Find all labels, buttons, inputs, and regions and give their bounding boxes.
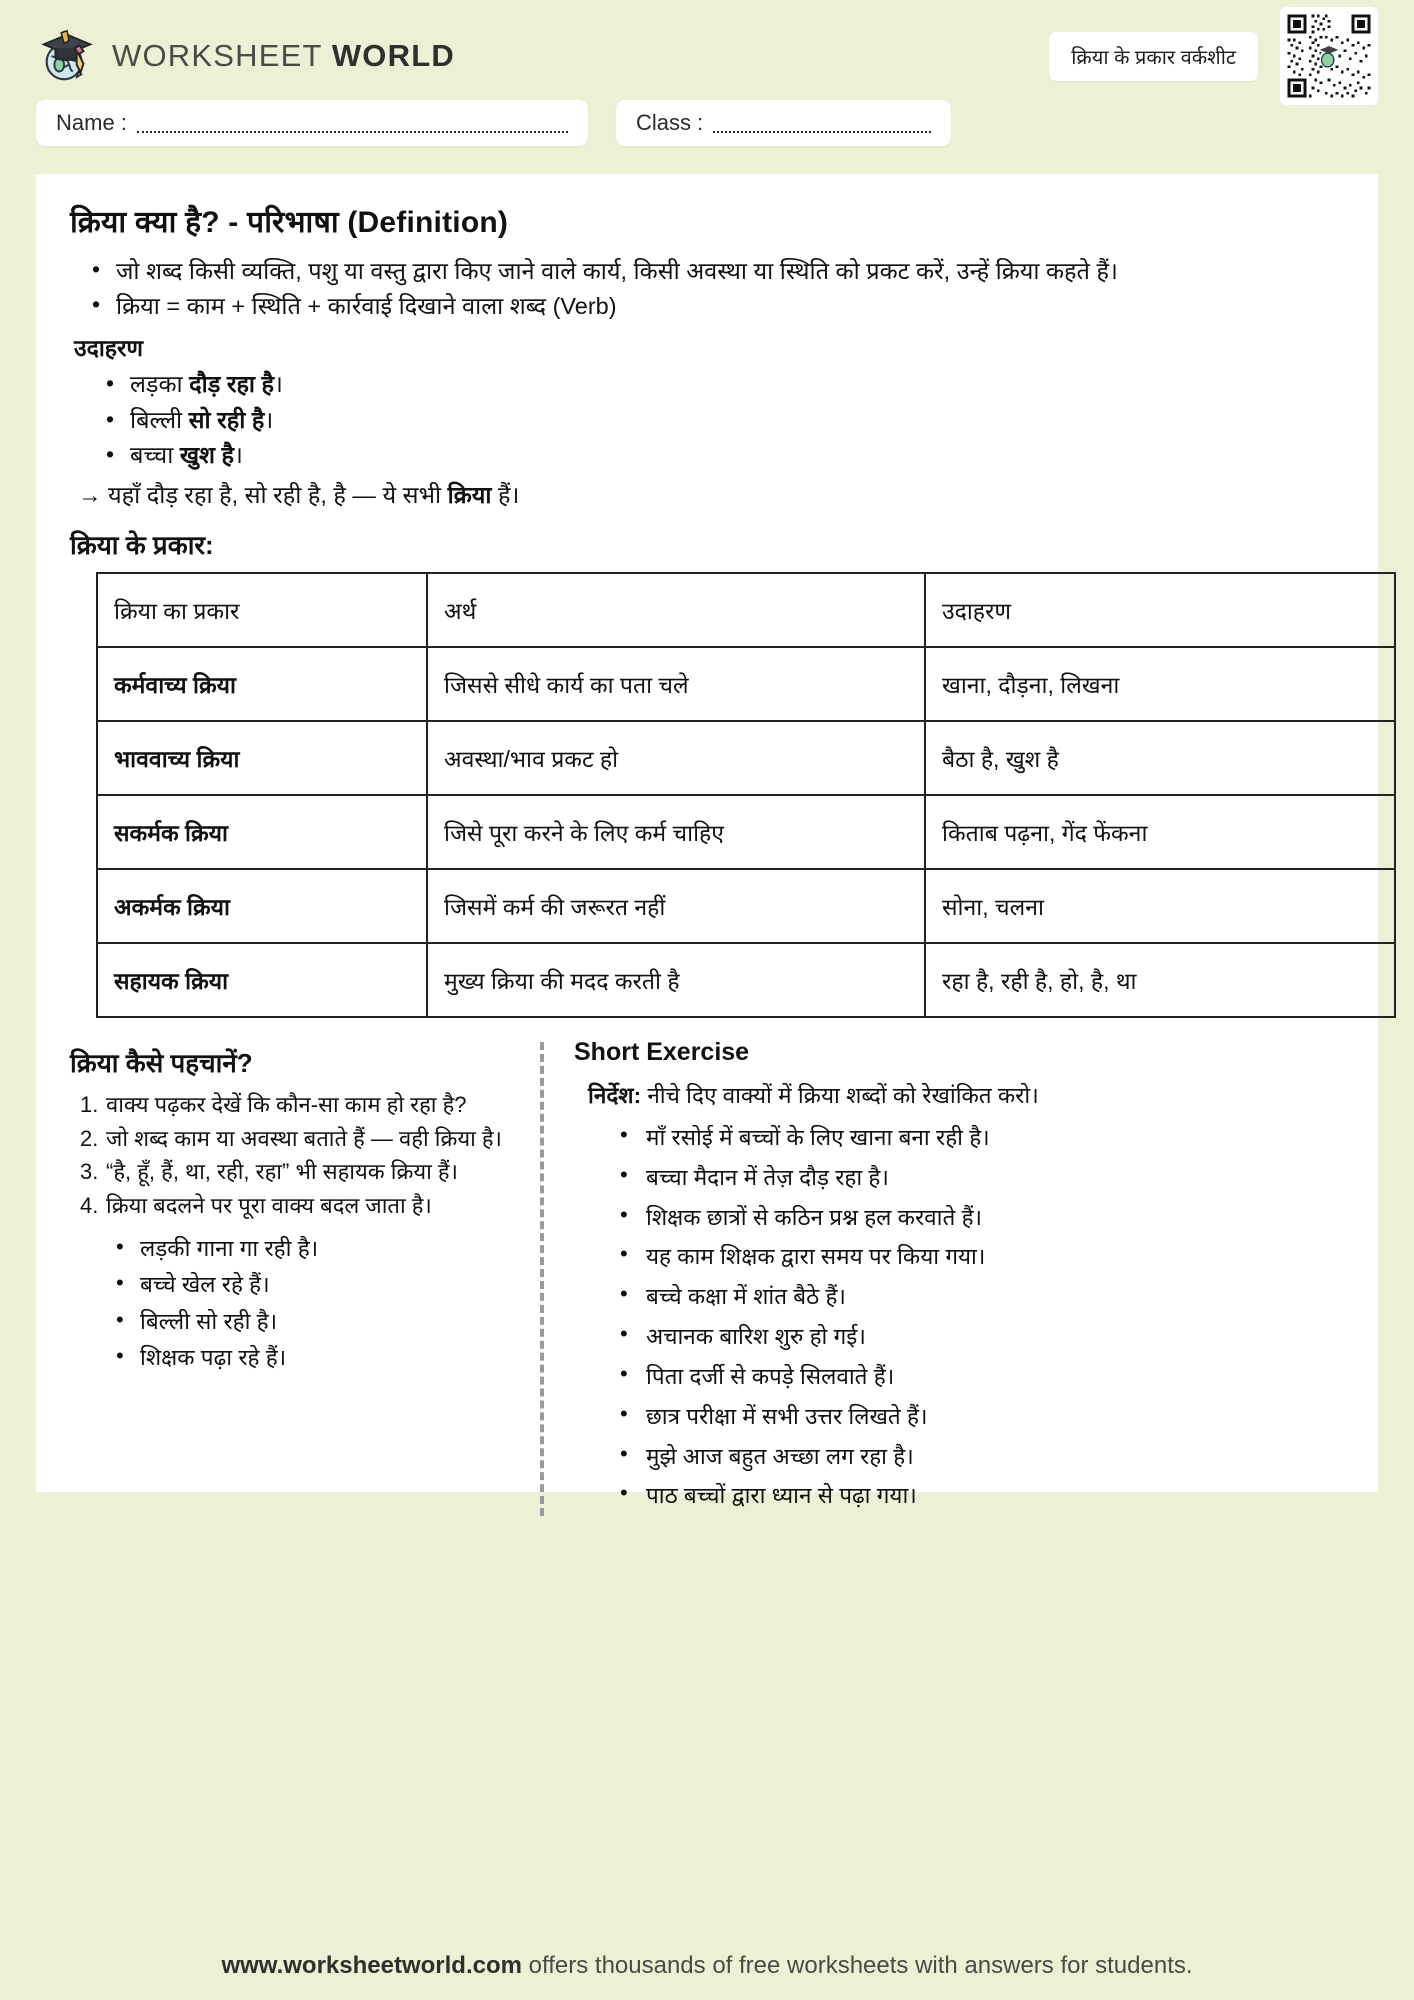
note-keyword: क्रिया <box>447 482 492 508</box>
example-verb: सो रही है <box>188 406 265 433</box>
table-row <box>97 721 1395 795</box>
cell-example: खाना, दौड़ना, लिखना <box>925 647 1395 721</box>
table-row <box>97 943 1395 1017</box>
example-suffix: । <box>264 406 274 433</box>
exercise-item[interactable]: • पाठ बच्चों द्वारा ध्यान से पढ़ा गया। <box>646 1476 1344 1516</box>
brand-name <box>112 38 455 74</box>
column-header-type: क्रिया का प्रकार <box>97 573 427 647</box>
footer-text <box>221 1952 1192 1980</box>
cell-example: किताब पढ़ना, गेंद फेंकना <box>925 795 1395 869</box>
verb-types-table <box>96 572 1396 1018</box>
footer-tagline: offers thousands of free worksheets with answers for students. <box>521 1952 1193 1979</box>
example-item <box>130 403 1344 439</box>
brand-name-first: WORKSHEET <box>112 38 332 73</box>
definition-point: • जो शब्द किसी व्यक्ति, पशु या वस्तु द्वारा किए जाने वाले कार्य, किसी अवस्था या स्थिति को प्रकट करें, उन्हें क्रिया कहते हैं। <box>116 255 1344 287</box>
exercise-items <box>574 1118 1344 1516</box>
definition-note <box>78 478 1344 510</box>
table-row <box>97 869 1395 943</box>
table-row <box>97 647 1395 721</box>
example-suffix: । <box>234 442 243 469</box>
identify-examples <box>70 1231 516 1377</box>
cell-meaning: जिससे सीधे कार्य का पता चले <box>427 647 925 721</box>
identify-step: जो शब्द काम या अवस्था बताते हैं — वही क्रिया है। <box>106 1125 502 1151</box>
identify-step: “है, हूँ, हैं, था, रही, रहा” भी सहायक क्रिया हैं। <box>106 1159 458 1185</box>
identify-example: • बिल्ली सो रही है। <box>140 1304 516 1340</box>
exercise-item[interactable]: • बच्चा मैदान में तेज़ दौड़ रहा है। <box>646 1158 1344 1198</box>
qr-code-icon[interactable] <box>1280 7 1378 105</box>
note-prefix: → यहाँ दौड़ रहा है, सो रही है, है — ये सभी <box>78 482 448 508</box>
cell-type: सहायक क्रिया <box>97 943 427 1017</box>
exercise-item[interactable]: • यह काम शिक्षक द्वारा समय पर किया गया। <box>646 1237 1344 1277</box>
cell-type: भाववाच्य क्रिया <box>97 721 427 795</box>
identify-section <box>70 1038 540 1516</box>
exercise-item[interactable]: • छात्र परीक्षा में सभी उत्तर लिखते हैं। <box>646 1397 1344 1437</box>
exercise-heading: Short Exercise <box>574 1038 750 1066</box>
table-header-row <box>97 573 1395 647</box>
definition-point: • क्रिया = काम + स्थिति + कार्रवाई दिखाने वाला शब्द (Verb) <box>116 290 1344 322</box>
definition-heading: क्रिया क्या है? - परिभाषा (Definition) <box>70 206 509 239</box>
class-field[interactable] <box>616 100 951 146</box>
note-suffix: हैं। <box>491 482 520 508</box>
instruction-text: नीचे दिए वाक्यों में क्रिया शब्दों को रेखांकित करो। <box>641 1083 1039 1108</box>
cell-meaning: जिसमें कर्म की जरूरत नहीं <box>427 869 925 943</box>
column-header-meaning: अर्थ <box>427 573 925 647</box>
cell-meaning: अवस्था/भाव प्रकट हो <box>427 721 925 795</box>
exercise-item[interactable]: • शिक्षक छात्रों से कठिन प्रश्न हल करवाते हैं। <box>646 1198 1344 1238</box>
worksheet-sheet <box>36 174 1378 1509</box>
name-input-line[interactable] <box>137 130 568 133</box>
cell-example: सोना, चलना <box>925 869 1395 943</box>
exercise-item[interactable]: • मुझे आज बहुत अच्छा लग रहा है। <box>646 1437 1344 1477</box>
column-header-example: उदाहरण <box>925 573 1395 647</box>
cell-meaning: मुख्य क्रिया की मदद करती है <box>427 943 925 1017</box>
exercise-section <box>574 1038 1344 1516</box>
header-right <box>1049 7 1378 105</box>
name-field[interactable] <box>36 100 588 146</box>
identify-heading: क्रिया कैसे पहचानें? <box>70 1048 253 1078</box>
brand-row <box>36 0 1378 96</box>
identify-steps <box>70 1090 516 1221</box>
definition-points <box>70 255 1344 323</box>
name-label: Name : <box>56 110 127 135</box>
examples-label: उदाहरण <box>74 334 144 361</box>
example-item <box>130 438 1344 474</box>
instruction-label: निर्देश: <box>588 1083 642 1108</box>
identify-example: • शिक्षक पढ़ा रहे हैं। <box>140 1340 516 1376</box>
class-label: Class : <box>636 110 704 135</box>
cell-type: कर्मवाच्य क्रिया <box>97 647 427 721</box>
cell-meaning: जिसे पूरा करने के लिए कर्म चाहिए <box>427 795 925 869</box>
cell-type: सकर्मक क्रिया <box>97 795 427 869</box>
cell-example: रहा है, रही है, हो, है, था <box>925 943 1395 1017</box>
identify-step: क्रिया बदलने पर पूरा वाक्य बदल जाता है। <box>106 1193 432 1219</box>
page-footer <box>0 1932 1414 2000</box>
example-suffix: । <box>274 370 283 397</box>
identify-example: • लड़की गाना गा रही है। <box>140 1231 516 1267</box>
brand-name-second: WORLD <box>331 38 455 73</box>
exercise-item[interactable]: • पिता दर्जी से कपड़े सिलवाते हैं। <box>646 1357 1344 1397</box>
bottom-columns <box>70 1038 1344 1516</box>
types-heading: क्रिया के प्रकार: <box>70 530 214 560</box>
identify-example: • बच्चे खेल रहे हैं। <box>140 1267 516 1303</box>
column-divider <box>540 1042 544 1516</box>
example-item <box>130 367 1344 403</box>
page-header <box>0 0 1414 170</box>
example-verb: खुश है <box>179 442 235 469</box>
identify-step: वाक्य पढ़कर देखें कि कौन-सा काम हो रहा है? <box>106 1092 467 1117</box>
worksheet-world-logo-icon <box>36 25 98 87</box>
exercise-item[interactable]: • अचानक बारिश शुरु हो गई। <box>646 1317 1344 1357</box>
example-verb: दौड़ रहा है <box>189 370 275 397</box>
example-prefix: बिल्ली <box>130 406 189 433</box>
cell-type: अकर्मक क्रिया <box>97 869 427 943</box>
exercise-instruction <box>588 1079 1344 1110</box>
worksheet-title-badge: क्रिया के प्रकार वर्कशीट <box>1049 32 1258 81</box>
example-prefix: लड़का <box>130 370 190 397</box>
exercise-item[interactable]: • बच्चे कक्षा में शांत बैठे हैं। <box>646 1277 1344 1317</box>
exercise-item[interactable]: • माँ रसोई में बच्चों के लिए खाना बना रही है। <box>646 1118 1344 1158</box>
footer-site-url[interactable]: www.worksheetworld.com <box>221 1952 522 1979</box>
brand <box>36 25 455 87</box>
example-prefix: बच्चा <box>130 442 180 469</box>
cell-example: बैठा है, खुश है <box>925 721 1395 795</box>
definition-examples <box>70 367 1344 474</box>
class-input-line[interactable] <box>713 130 931 133</box>
table-row <box>97 795 1395 869</box>
